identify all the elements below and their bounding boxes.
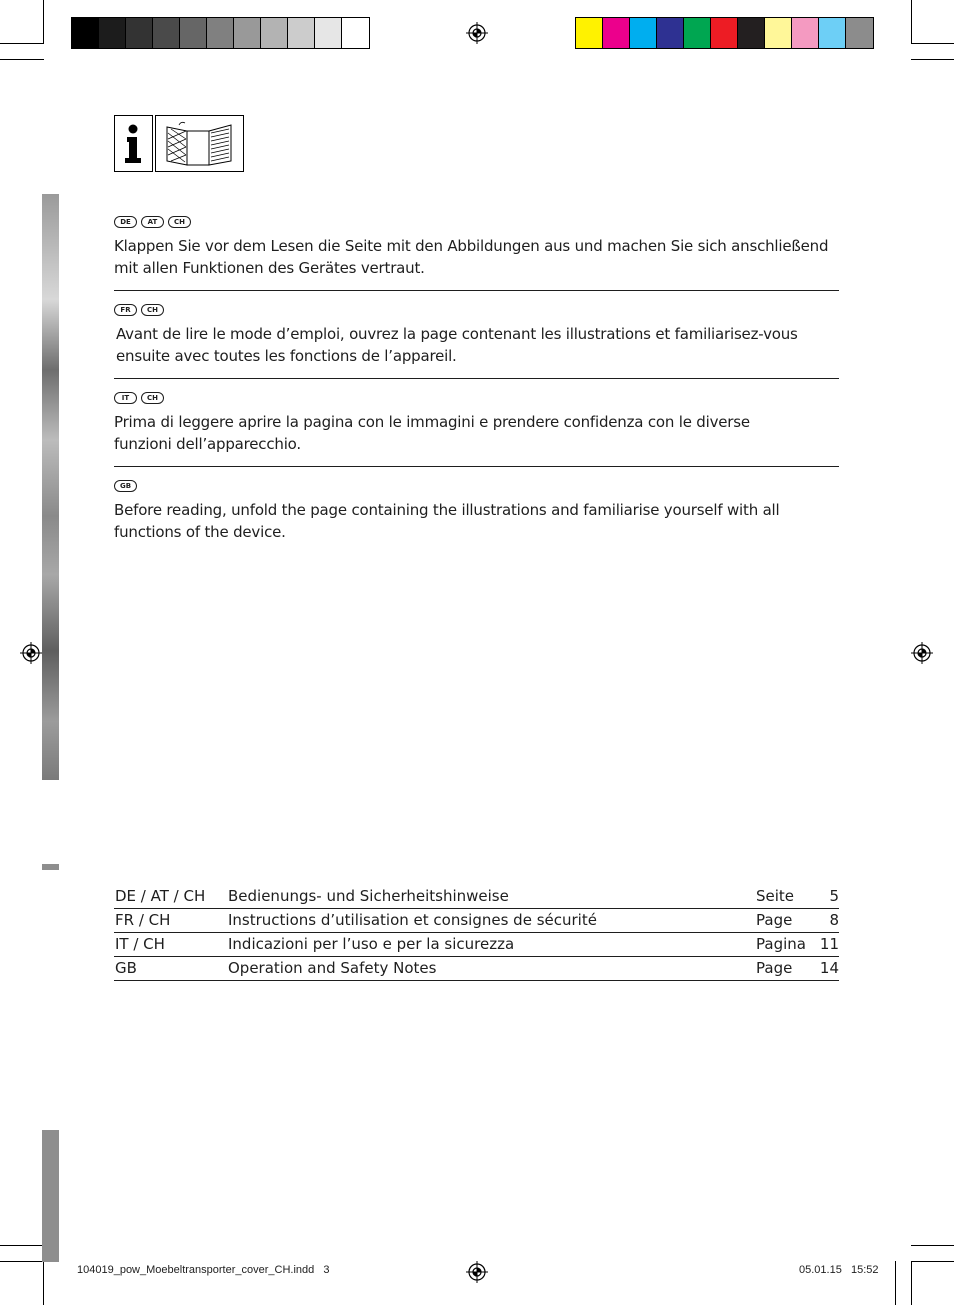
language-badge: CH — [141, 304, 164, 316]
toc-page-label: Seite — [756, 887, 795, 905]
color-swatch — [99, 18, 126, 48]
notice-text: Prima di leggere aprire la pagina con le immagini e prendere confidenza con le diverse funzioni dell’apparecchio. — [114, 413, 750, 453]
language-badge: CH — [168, 216, 191, 228]
registration-mark-icon — [911, 642, 933, 664]
toc-page-label: Page — [756, 911, 793, 929]
process-color-bar — [575, 17, 874, 49]
crop-mark — [0, 59, 44, 60]
crop-mark — [911, 43, 954, 44]
color-swatch — [261, 18, 288, 48]
color-swatch — [765, 18, 792, 48]
language-badges — [114, 480, 839, 493]
toc-page-label: Pagina — [756, 935, 806, 953]
registration-mark-icon — [20, 642, 42, 664]
toc-title: Indicazioni per l’uso e per la sicurezza — [228, 935, 515, 953]
notice-section-de — [114, 216, 839, 279]
toc-page-number: 11 — [819, 935, 839, 953]
cover-photo-edge — [42, 194, 59, 780]
slug-timestamp: 05.01.15 15:52 — [799, 1264, 879, 1276]
language-badge: CH — [141, 392, 164, 404]
color-swatch — [153, 18, 180, 48]
color-swatch — [72, 18, 99, 48]
notice-section-gb — [114, 480, 839, 543]
color-swatch — [657, 18, 684, 48]
registration-mark-icon — [466, 1261, 488, 1283]
table-of-contents — [114, 885, 839, 981]
toc-page-number: 5 — [829, 887, 839, 905]
color-swatch — [630, 18, 657, 48]
crop-mark — [911, 1261, 912, 1305]
toc-title: Bedienungs- und Sicherheitshinweise — [228, 887, 509, 905]
divider — [114, 466, 839, 467]
color-swatch — [342, 18, 369, 48]
crop-mark — [911, 1245, 954, 1246]
toc-page-number: 14 — [819, 959, 839, 977]
color-swatch — [126, 18, 153, 48]
crop-mark — [43, 0, 44, 44]
language-badge: AT — [141, 216, 164, 228]
color-swatch — [234, 18, 261, 48]
color-swatch — [738, 18, 765, 48]
language-badge: GB — [114, 480, 137, 492]
toc-title: Operation and Safety Notes — [228, 959, 437, 977]
language-badges — [114, 392, 839, 405]
toc-language: DE / AT / CH — [115, 887, 206, 905]
unfold-page-icon — [155, 115, 244, 172]
crop-mark — [43, 1261, 44, 1305]
crop-mark — [911, 1261, 954, 1262]
toc-page-label: Page — [756, 959, 793, 977]
crop-mark — [0, 1245, 44, 1246]
toc-row[interactable] — [114, 909, 839, 933]
toc-language: IT / CH — [115, 935, 165, 953]
color-swatch — [207, 18, 234, 48]
language-badge: FR — [114, 304, 137, 316]
divider — [114, 378, 839, 379]
language-badge: DE — [114, 216, 137, 228]
info-icon — [114, 115, 153, 172]
toc-page-number: 8 — [829, 911, 839, 929]
cover-photo-edge — [42, 1130, 59, 1262]
color-swatch — [684, 18, 711, 48]
notice-text: Avant de lire le mode d’emploi, ouvrez la page contenant les illustrations et familiarisez-vous ensuite avec toutes les fonctions de l’appareil. — [116, 325, 798, 365]
language-badges — [114, 216, 839, 229]
grey-color-bar — [71, 17, 370, 49]
toc-language: FR / CH — [115, 911, 171, 929]
slug-filename: 104019_pow_Moebeltransporter_cover_CH.indd 3 — [77, 1264, 330, 1276]
crop-mark — [0, 43, 44, 44]
color-swatch — [711, 18, 738, 48]
color-swatch — [288, 18, 315, 48]
color-swatch — [792, 18, 819, 48]
notice-section-it — [114, 392, 839, 455]
color-swatch — [180, 18, 207, 48]
toc-row[interactable] — [114, 885, 839, 909]
cover-photo-edge — [42, 864, 59, 870]
toc-title: Instructions d’utilisation et consignes de sécurité — [228, 911, 597, 929]
language-badge: IT — [114, 392, 137, 404]
info-icon-box — [114, 115, 244, 172]
divider — [114, 290, 839, 291]
toc-language: GB — [115, 959, 137, 977]
color-swatch — [819, 18, 846, 48]
color-swatch — [576, 18, 603, 48]
language-badges — [114, 304, 839, 317]
color-swatch — [846, 18, 873, 48]
notice-text: Klappen Sie vor dem Lesen die Seite mit den Abbildungen aus und machen Sie sich anschließend mit allen Funktionen des Gerätes vertraut. — [114, 237, 829, 277]
notice-text: Before reading, unfold the page containing the illustrations and familiarise yourself with all functions of the device. — [114, 501, 780, 541]
toc-row[interactable] — [114, 933, 839, 957]
crop-mark — [0, 1261, 44, 1262]
toc-row[interactable] — [114, 957, 839, 981]
crop-mark — [911, 59, 954, 60]
crop-mark — [911, 0, 912, 44]
crop-mark — [895, 1261, 896, 1305]
color-swatch — [315, 18, 342, 48]
notice-section-fr — [114, 304, 839, 367]
registration-mark-icon — [466, 22, 488, 44]
color-swatch — [603, 18, 630, 48]
